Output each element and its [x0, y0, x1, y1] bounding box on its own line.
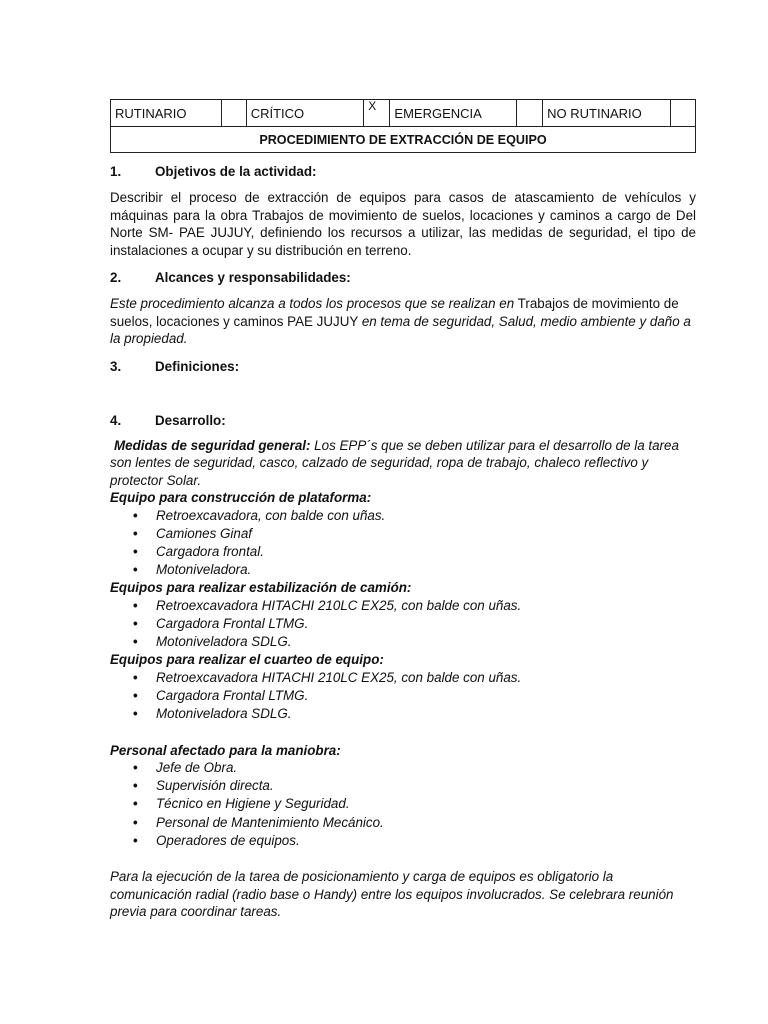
label-no-rutinario: NO RUTINARIO [543, 100, 671, 127]
list-item: • Supervisión directa. [110, 777, 696, 795]
list-item: • Jefe de Obra. [110, 759, 696, 777]
label-critico: CRÍTICO [246, 100, 364, 127]
list-item: • Camiones Ginaf [110, 525, 696, 543]
personal-list [110, 759, 696, 850]
list-item: • Cargadora Frontal LTMG. [110, 615, 696, 633]
cuarteo-label: Equipos para realizar el cuarteo de equipo: [110, 652, 384, 668]
section-title-desarrollo: Desarrollo: [155, 412, 226, 428]
estabilizacion-list [110, 597, 696, 652]
list-item: • Retroexcavadora HITACHI 210LC EX25, con balde con uñas. [110, 597, 696, 615]
personal-label: Personal afectado para la maniobra: [110, 742, 341, 758]
list-item: • Cargadora Frontal LTMG. [110, 687, 696, 705]
alcances-text: Este procedimiento alcanza a todos los procesos que se realizan en Trabajos de movimiento de suelos, locaciones y caminos PAE JUJUY en tema de seguridad, Salud, medio ambiente y daño a la propiedad. [110, 296, 691, 346]
list-item: • Retroexcavadora HITACHI 210LC EX25, con balde con uñas. [110, 669, 696, 687]
section-heading-4: 4. Desarrollo: [110, 412, 226, 428]
section-title-definiciones: Definiciones: [155, 358, 240, 374]
list-item: • Operadores de equipos. [110, 832, 696, 850]
section-heading-1: 1. Objetivos de la actividad: [110, 164, 317, 179]
checkbox-no-rutinario[interactable] [670, 100, 695, 127]
section-title-objetivos: Objetivos de la actividad: [155, 164, 317, 179]
medidas-label: Medidas de seguridad general: [114, 437, 311, 453]
label-emergencia: EMERGENCIA [390, 100, 517, 127]
checkbox-critico[interactable] [364, 100, 390, 127]
list-item: • Personal de Mantenimiento Mecánico. [110, 814, 696, 832]
label-rutinario: RUTINARIO [111, 100, 222, 127]
cuarteo-list [110, 669, 696, 724]
section-heading-2: 2. Alcances y responsabilidades: [110, 270, 351, 285]
list-item: • Retroexcavadora, con balde con uñas. [110, 507, 696, 525]
list-item: • Motoniveladora SDLG. [110, 705, 696, 723]
medidas-block [110, 437, 696, 490]
classification-table [110, 99, 696, 153]
checkbox-emergencia[interactable] [517, 100, 543, 127]
plataforma-list [110, 507, 696, 580]
plataforma-label: Equipo para construcción de plataforma: [110, 490, 372, 505]
checkbox-rutinario[interactable] [221, 100, 246, 127]
closing-paragraph: Para la ejecución de la tarea de posicionamiento y carga de equipos es obligatorio la comunicación radial (radio base o Handy) entre los equipos involucrados. Se celebrara reunión previa para coordinar tareas. [110, 869, 674, 920]
section-heading-3: 3. Definiciones: [110, 358, 240, 374]
estabilizacion-label: Equipos para realizar estabilización de camión: [110, 580, 412, 596]
check-mark: X [368, 99, 377, 113]
list-item: • Motoniveladora. [110, 561, 696, 579]
document-title: PROCEDIMIENTO DE EXTRACCIÓN DE EQUIPO [111, 127, 696, 153]
list-item: • Motoniveladora SDLG. [110, 633, 696, 651]
document-page [110, 99, 696, 921]
objetivos-text: Describir el proceso de extracción de equipos para casos de atascamiento de vehículos y máquinas para la obra Trabajos de movimiento de suelos, locaciones y caminos a cargo de Del Norte SM- PAE JUJUY, definiendo los recursos a utilizar, las medidas de seguridad, el tipo de instalaciones a ocupar y su distribución en terreno. [110, 190, 696, 258]
list-item: • Técnico en Higiene y Seguridad. [110, 795, 696, 813]
section-title-alcances: Alcances y responsabilidades: [155, 270, 351, 285]
list-item: • Cargadora frontal. [110, 543, 696, 561]
medidas-text: Los EPP´s que se deben utilizar para el desarrollo de la tarea son lentes de seguridad, casco, calzado de seguridad, ropa de trabajo, chaleco reflectivo y protector Solar. [110, 437, 679, 488]
